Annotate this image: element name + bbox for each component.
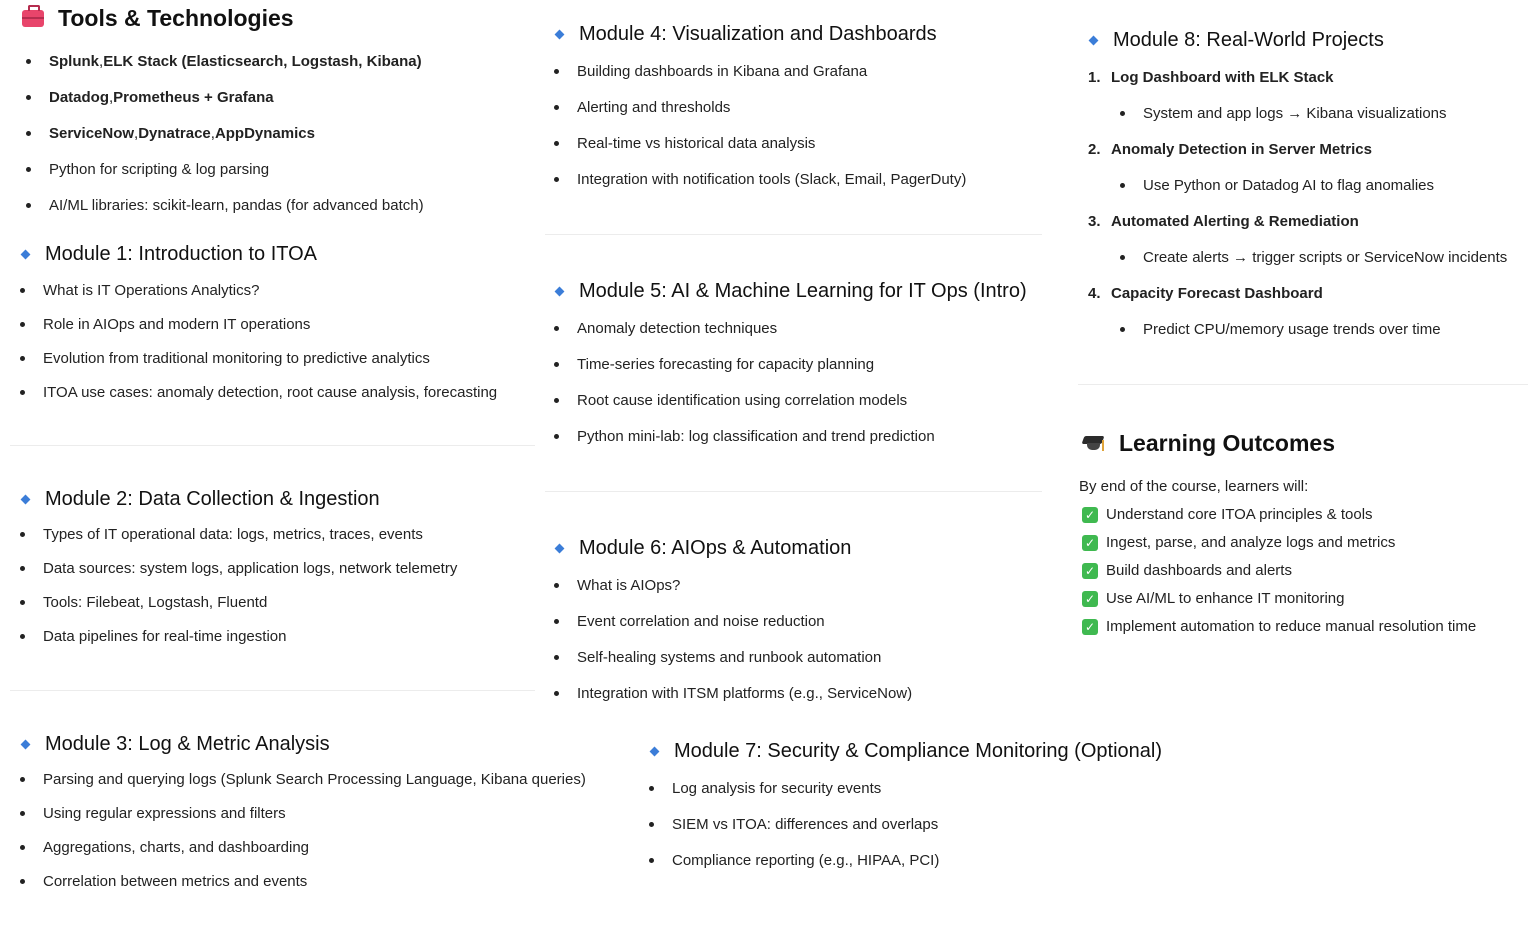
divider xyxy=(545,234,1042,235)
divider xyxy=(545,491,1042,492)
list-item xyxy=(20,526,423,543)
bullet-dot xyxy=(554,69,559,74)
module-title: Module 3: Log & Metric Analysis xyxy=(45,733,330,755)
separator: , xyxy=(134,125,139,142)
list-item-text: Self-healing systems and runbook automation xyxy=(577,649,882,666)
bullet-dot xyxy=(649,858,654,863)
bullet-dot xyxy=(554,362,559,367)
list-item xyxy=(554,135,815,152)
bullet-dot xyxy=(554,655,559,660)
checkmark-icon: ✓ xyxy=(1082,535,1098,551)
tool-name: ServiceNow xyxy=(49,125,135,142)
list-item xyxy=(20,560,457,577)
outcome-text: Implement automation to reduce manual resolution time xyxy=(1106,618,1477,635)
list-item xyxy=(20,771,586,788)
list-item xyxy=(554,171,966,188)
module1-heading xyxy=(20,243,317,266)
tool-name: Splunk xyxy=(49,53,100,70)
list-item xyxy=(26,161,269,178)
list-item-text: What is IT Operations Analytics? xyxy=(43,282,260,299)
outcome-item xyxy=(1082,590,1344,607)
bullet-dot xyxy=(20,566,25,571)
list-item-text: Parsing and querying logs (Splunk Search Processing Language, Kibana queries) xyxy=(43,771,586,788)
list-item xyxy=(554,63,867,80)
project-detail xyxy=(1120,105,1447,122)
list-item-text: Root cause identification using correlation models xyxy=(577,392,908,409)
list-item xyxy=(20,384,497,401)
outcome-item xyxy=(1082,506,1373,523)
module-title: Module 8: Real-World Projects xyxy=(1113,29,1384,51)
module7-heading xyxy=(649,740,1162,763)
divider xyxy=(1078,384,1528,385)
list-item-text: Role in AIOps and modern IT operations xyxy=(43,316,311,333)
bullet-dot xyxy=(554,619,559,624)
list-item xyxy=(26,89,274,106)
project-title: Automated Alerting & Remediation xyxy=(1111,213,1359,230)
outcome-item xyxy=(1082,534,1395,551)
list-item xyxy=(20,805,286,822)
list-item xyxy=(20,873,307,890)
project-detail-text: System and app logs → Kibana visualizations xyxy=(1143,105,1447,122)
module-title: Module 2: Data Collection & Ingestion xyxy=(45,488,380,510)
outcome-text: Understand core ITOA principles & tools xyxy=(1106,506,1373,523)
project-title: Log Dashboard with ELK Stack xyxy=(1111,69,1334,86)
bullet-dot xyxy=(20,390,25,395)
project-detail-text: Create alerts → trigger scripts or ServiceNow incidents xyxy=(1143,249,1508,266)
list-item xyxy=(20,316,310,333)
bullet-dot xyxy=(20,845,25,850)
tool-name: ELK Stack (Elasticsearch, Logstash, Kibana) xyxy=(103,53,422,70)
bullet-dot xyxy=(20,356,25,361)
outcome-text: Use AI/ML to enhance IT monitoring xyxy=(1106,590,1345,607)
list-item xyxy=(20,839,309,856)
list-item-text: Python for scripting & log parsing xyxy=(49,161,270,178)
list-item xyxy=(554,320,777,337)
bullet-dot xyxy=(554,177,559,182)
separator: , xyxy=(99,53,104,70)
module8-heading xyxy=(1088,29,1384,52)
outcomes-heading xyxy=(1083,430,1335,457)
list-item xyxy=(20,282,259,299)
diamond-icon xyxy=(650,747,660,757)
list-item xyxy=(554,428,935,445)
module-title: Module 5: AI & Machine Learning for IT Ops (Intro) xyxy=(579,280,1027,302)
project-number: 1. xyxy=(1088,69,1101,86)
bullet-dot xyxy=(554,398,559,403)
diamond-icon xyxy=(21,495,31,505)
bullet-dot xyxy=(649,822,654,827)
list-item-text: Correlation between metrics and events xyxy=(43,873,308,890)
toolbox-icon xyxy=(22,10,44,27)
separator: , xyxy=(210,125,215,142)
outcome-text: Ingest, parse, and analyze logs and metrics xyxy=(1106,534,1396,551)
list-item-text: Event correlation and noise reduction xyxy=(577,613,825,630)
tool-name: Datadog xyxy=(49,89,109,106)
module-title: Module 4: Visualization and Dashboards xyxy=(579,23,937,45)
project-detail xyxy=(1120,321,1441,338)
list-item-text: Data pipelines for real-time ingestion xyxy=(43,628,287,645)
outcome-item xyxy=(1082,618,1476,635)
checkmark-icon: ✓ xyxy=(1082,563,1098,579)
bullet-dot xyxy=(26,59,31,64)
diamond-icon xyxy=(555,544,565,554)
list-item-text: Building dashboards in Kibana and Grafana xyxy=(577,63,868,80)
project-detail xyxy=(1120,177,1434,194)
module3-heading xyxy=(20,733,330,756)
list-item-text: Integration with ITSM platforms (e.g., ServiceNow) xyxy=(577,685,913,702)
bullet-dot xyxy=(554,105,559,110)
list-item xyxy=(554,685,912,702)
divider xyxy=(10,690,535,691)
diamond-icon xyxy=(1089,36,1099,46)
list-item xyxy=(649,780,881,797)
project-number: 4. xyxy=(1088,285,1101,302)
module4-heading xyxy=(554,23,937,46)
list-item-text: Integration with notification tools (Slack, Email, PagerDuty) xyxy=(577,171,967,188)
bullet-dot xyxy=(26,167,31,172)
diamond-icon xyxy=(555,30,565,40)
list-item-text: Compliance reporting (e.g., HIPAA, PCI) xyxy=(672,852,940,869)
list-item xyxy=(554,392,907,409)
list-item-text: Evolution from traditional monitoring to predictive analytics xyxy=(43,350,430,367)
list-item-text: Aggregations, charts, and dashboarding xyxy=(43,839,310,856)
list-item-text: Alerting and thresholds xyxy=(577,99,731,116)
module5-heading xyxy=(554,280,1027,303)
list-item xyxy=(649,852,939,869)
project-item xyxy=(1088,213,1359,230)
project-number: 2. xyxy=(1088,141,1101,158)
tool-name: AppDynamics xyxy=(214,125,315,142)
list-item xyxy=(26,197,424,214)
tools-title: Tools & Technologies xyxy=(58,5,294,31)
bullet-dot xyxy=(20,777,25,782)
list-item xyxy=(554,649,881,666)
list-item-text: Real-time vs historical data analysis xyxy=(577,135,816,152)
list-item-text: Using regular expressions and filters xyxy=(43,805,286,822)
outcomes-intro xyxy=(1079,478,1308,495)
bullet-dot xyxy=(554,583,559,588)
tools-heading xyxy=(22,5,294,32)
divider xyxy=(10,445,535,446)
bullet-dot xyxy=(20,879,25,884)
bullet-dot xyxy=(26,203,31,208)
bullet-dot xyxy=(20,322,25,327)
list-item-text: Time-series forecasting for capacity planning xyxy=(577,356,875,373)
list-item-text: Tools: Filebeat, Logstash, Fluentd xyxy=(43,594,268,611)
bullet-dot xyxy=(20,634,25,639)
bullet-dot xyxy=(20,811,25,816)
project-item xyxy=(1088,141,1372,158)
list-item xyxy=(554,613,825,630)
list-item xyxy=(20,350,430,367)
bullet-dot xyxy=(554,326,559,331)
bullet-dot xyxy=(1120,111,1125,116)
bullet-dot xyxy=(554,434,559,439)
outcomes-intro-text: By end of the course, learners will: xyxy=(1079,478,1309,495)
project-item xyxy=(1088,69,1334,86)
list-item-text: Log analysis for security events xyxy=(672,780,882,797)
bullet-dot xyxy=(1120,255,1125,260)
list-item xyxy=(649,816,938,833)
checkmark-icon: ✓ xyxy=(1082,619,1098,635)
bullet-dot xyxy=(554,691,559,696)
list-item-text: Data sources: system logs, application logs, network telemetry xyxy=(43,560,458,577)
list-item xyxy=(554,99,730,116)
bullet-dot xyxy=(1120,327,1125,332)
list-item xyxy=(554,356,874,373)
project-detail xyxy=(1120,249,1507,266)
diamond-icon xyxy=(21,250,31,260)
graduation-cap-icon xyxy=(1083,433,1107,455)
checkmark-icon: ✓ xyxy=(1082,591,1098,607)
project-detail-text: Predict CPU/memory usage trends over time xyxy=(1143,321,1441,338)
list-item xyxy=(20,594,267,611)
diamond-icon xyxy=(21,740,31,750)
list-item-text: AI/ML libraries: scikit-learn, pandas (for advanced batch) xyxy=(49,197,424,214)
tool-name: Prometheus + Grafana xyxy=(113,89,274,106)
list-item-text: What is AIOps? xyxy=(577,577,681,594)
module-title: Module 1: Introduction to ITOA xyxy=(45,243,318,265)
project-number: 3. xyxy=(1088,213,1101,230)
list-item-text: SIEM vs ITOA: differences and overlaps xyxy=(672,816,939,833)
bullet-dot xyxy=(20,600,25,605)
outcome-text: Build dashboards and alerts xyxy=(1106,562,1292,579)
diamond-icon xyxy=(555,287,565,297)
module6-heading xyxy=(554,537,851,560)
outcome-item xyxy=(1082,562,1292,579)
list-item-text: Python mini-lab: log classification and trend prediction xyxy=(577,428,935,445)
checkmark-icon: ✓ xyxy=(1082,507,1098,523)
module2-heading xyxy=(20,488,380,511)
project-detail-text: Use Python or Datadog AI to flag anomalies xyxy=(1143,177,1435,194)
separator: , xyxy=(109,89,114,106)
project-title: Capacity Forecast Dashboard xyxy=(1111,285,1323,302)
list-item-text: ITOA use cases: anomaly detection, root cause analysis, forecasting xyxy=(43,384,498,401)
bullet-dot xyxy=(554,141,559,146)
bullet-dot xyxy=(649,786,654,791)
bullet-dot xyxy=(1120,183,1125,188)
project-title: Anomaly Detection in Server Metrics xyxy=(1111,141,1372,158)
list-item xyxy=(20,628,286,645)
module-title: Module 7: Security & Compliance Monitoring (Optional) xyxy=(674,740,1162,762)
list-item xyxy=(26,53,422,70)
list-item xyxy=(26,125,315,142)
list-item xyxy=(554,577,680,594)
bullet-dot xyxy=(20,288,25,293)
tool-name: Dynatrace xyxy=(138,125,211,142)
list-item-text: Anomaly detection techniques xyxy=(577,320,778,337)
outcomes-title: Learning Outcomes xyxy=(1119,430,1335,456)
project-item xyxy=(1088,285,1323,302)
bullet-dot xyxy=(26,131,31,136)
list-item-text: Types of IT operational data: logs, metrics, traces, events xyxy=(43,526,423,543)
bullet-dot xyxy=(20,532,25,537)
module-title: Module 6: AIOps & Automation xyxy=(579,537,852,559)
bullet-dot xyxy=(26,95,31,100)
